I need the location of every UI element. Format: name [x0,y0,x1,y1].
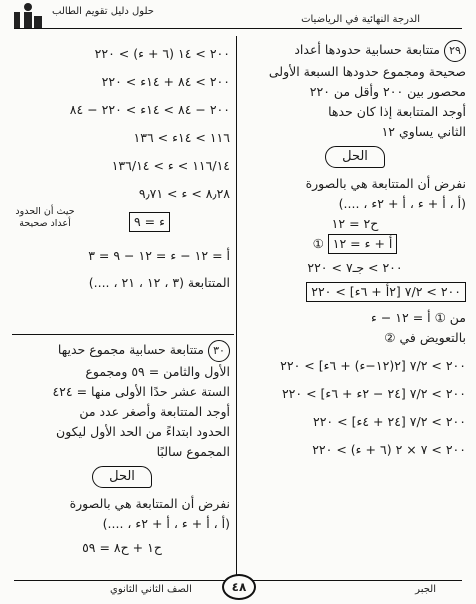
side-note: حيث أن الحدود أعداد صحيحة [15,206,75,229]
problem-29-step-6: ٢٠٠ > ٧/٢ [٢أ + ٦ء] > ٢٢٠ [244,282,466,302]
continuation-line-8: أ = ١٢ − ء = ١٢ − ٩ = ٣ [88,248,230,263]
continuation-line-4: ١١٦ > ١٤ء > ١٣٦ [133,130,230,145]
problem-30-step-1: نفرض أن المتتابعة هي بالصورة [69,496,230,511]
page-footer [0,580,476,604]
problem-29-line-2: صحيحة ومجموع حدودها السبعة الأولى [268,64,466,79]
column-divider [236,36,237,578]
problem-29-solution-label: الحل [325,146,385,168]
page-number: ٤٨ [222,574,256,600]
problem-29 [244,40,466,460]
problem-30-line-5: الحدود ابتداءً من الحد الأول ليكون [56,424,230,439]
problem-30-step-3: ح١ + ح٨ = ٥٩ [82,540,162,555]
continuation-line-5: ١١٦/١٤ > ء > ١٣٦/١٤ [111,158,230,173]
problem-29-step-5: ٢٠٠ > جـ٧ > ٢٢٠ [307,260,403,275]
continuation-line-9: المتتابعة (٣ ، ١٢ ، ٢١ ، ....) [88,275,230,290]
problem-29-step-2: (أ ، أ + ء ، أ + ٢ء ، ....) [338,196,466,211]
header-right-title: الدرجة النهائية في الرياضيات [301,14,420,25]
problem-29-step-8: بالتعويض في ② [384,330,466,345]
problem-29-step-10: ٢٠٠ > ٧/٢ [٢٤ − ٢ء + ٦ء] > ٢٢٠ [281,386,466,401]
problem-29-step-3: ح٢ = ١٢ [331,216,379,231]
problem-29-line-5: الثاني يساوي ١٢ [381,124,466,139]
continuation-line-6: ٨٫٢٨ > ء > ٩٫٧١ [138,186,230,201]
page-header [0,0,476,34]
header-rule [14,28,462,29]
problem-30-step-2: (أ ، أ + ء ، أ + ٢ء ، ....) [102,516,230,531]
continuation-line-2: ٢٠٠ > ٨٤ + ١٤ء > ٢٢٠ [101,74,230,89]
problem-29-step-12: ٢٠٠ > ٧ × ٢ (٦ + ء) > ٢٢٠ [312,442,466,457]
problem-29-number: ٢٩ [444,40,466,62]
problem-29-step-4: أ + ء = ١٢ ① [244,234,466,254]
problem-29-step-9: ٢٠٠ > ٧/٢ [٢(١٢−ء) + ٦ء] > ٢٢٠ [280,358,466,373]
footer-grade: الصف الثاني الثانوي [110,584,192,595]
problem-29-step-7: من ① أ = ١٢ − ء [370,310,466,325]
problem-divider [12,334,234,335]
continuation-line-7: ء = ٩ [14,208,230,236]
problem-30-line-2: الأول والثامن = ٥٩ ومجموع [85,364,230,379]
student-logo-icon [12,2,44,28]
header-left-title: حلول دليل تقويم الطالب [52,6,154,17]
problem-29-continuation [14,40,230,296]
problem-30-number: ٣٠ [208,340,230,362]
problem-29-step-11: ٢٠٠ > ٧/٢ [٢٤ + ٤ء] > ٢٢٠ [313,414,466,429]
problem-30-line-6: المجموع سالبًا [156,444,230,459]
continuation-line-3: ٢٠٠ − ٨٤ > ١٤ء > ٢٢٠ − ٨٤ [69,102,230,117]
problem-30 [14,340,230,558]
footer-subject: الجبر [415,584,436,595]
continuation-line-1: ٢٠٠ > ١٤ (٦ + ء) > ٢٢٠ [94,46,230,61]
problem-30-line-1: ٣٠متتابعة حسابية مجموع حديها [14,340,230,362]
problem-29-line-1: ٢٩متتابعة حسابية حدودها أعداد [244,40,466,62]
problem-29-line-4: أوجد المتتابعة إذا كان حدها [328,104,466,119]
problem-29-line-3: محصور بين ٢٠٠ وأقل من ٢٢٠ [309,84,466,99]
problem-30-line-4: أوجد المتتابعة وأصغر عدد من [79,404,230,419]
problem-30-line-3: الستة عشر حدًا الأولى منها = ٤٢٤ [52,384,230,399]
problem-29-step-1: نفرض أن المتتابعة هي بالصورة [305,176,466,191]
problem-30-solution-label: الحل [92,466,152,488]
